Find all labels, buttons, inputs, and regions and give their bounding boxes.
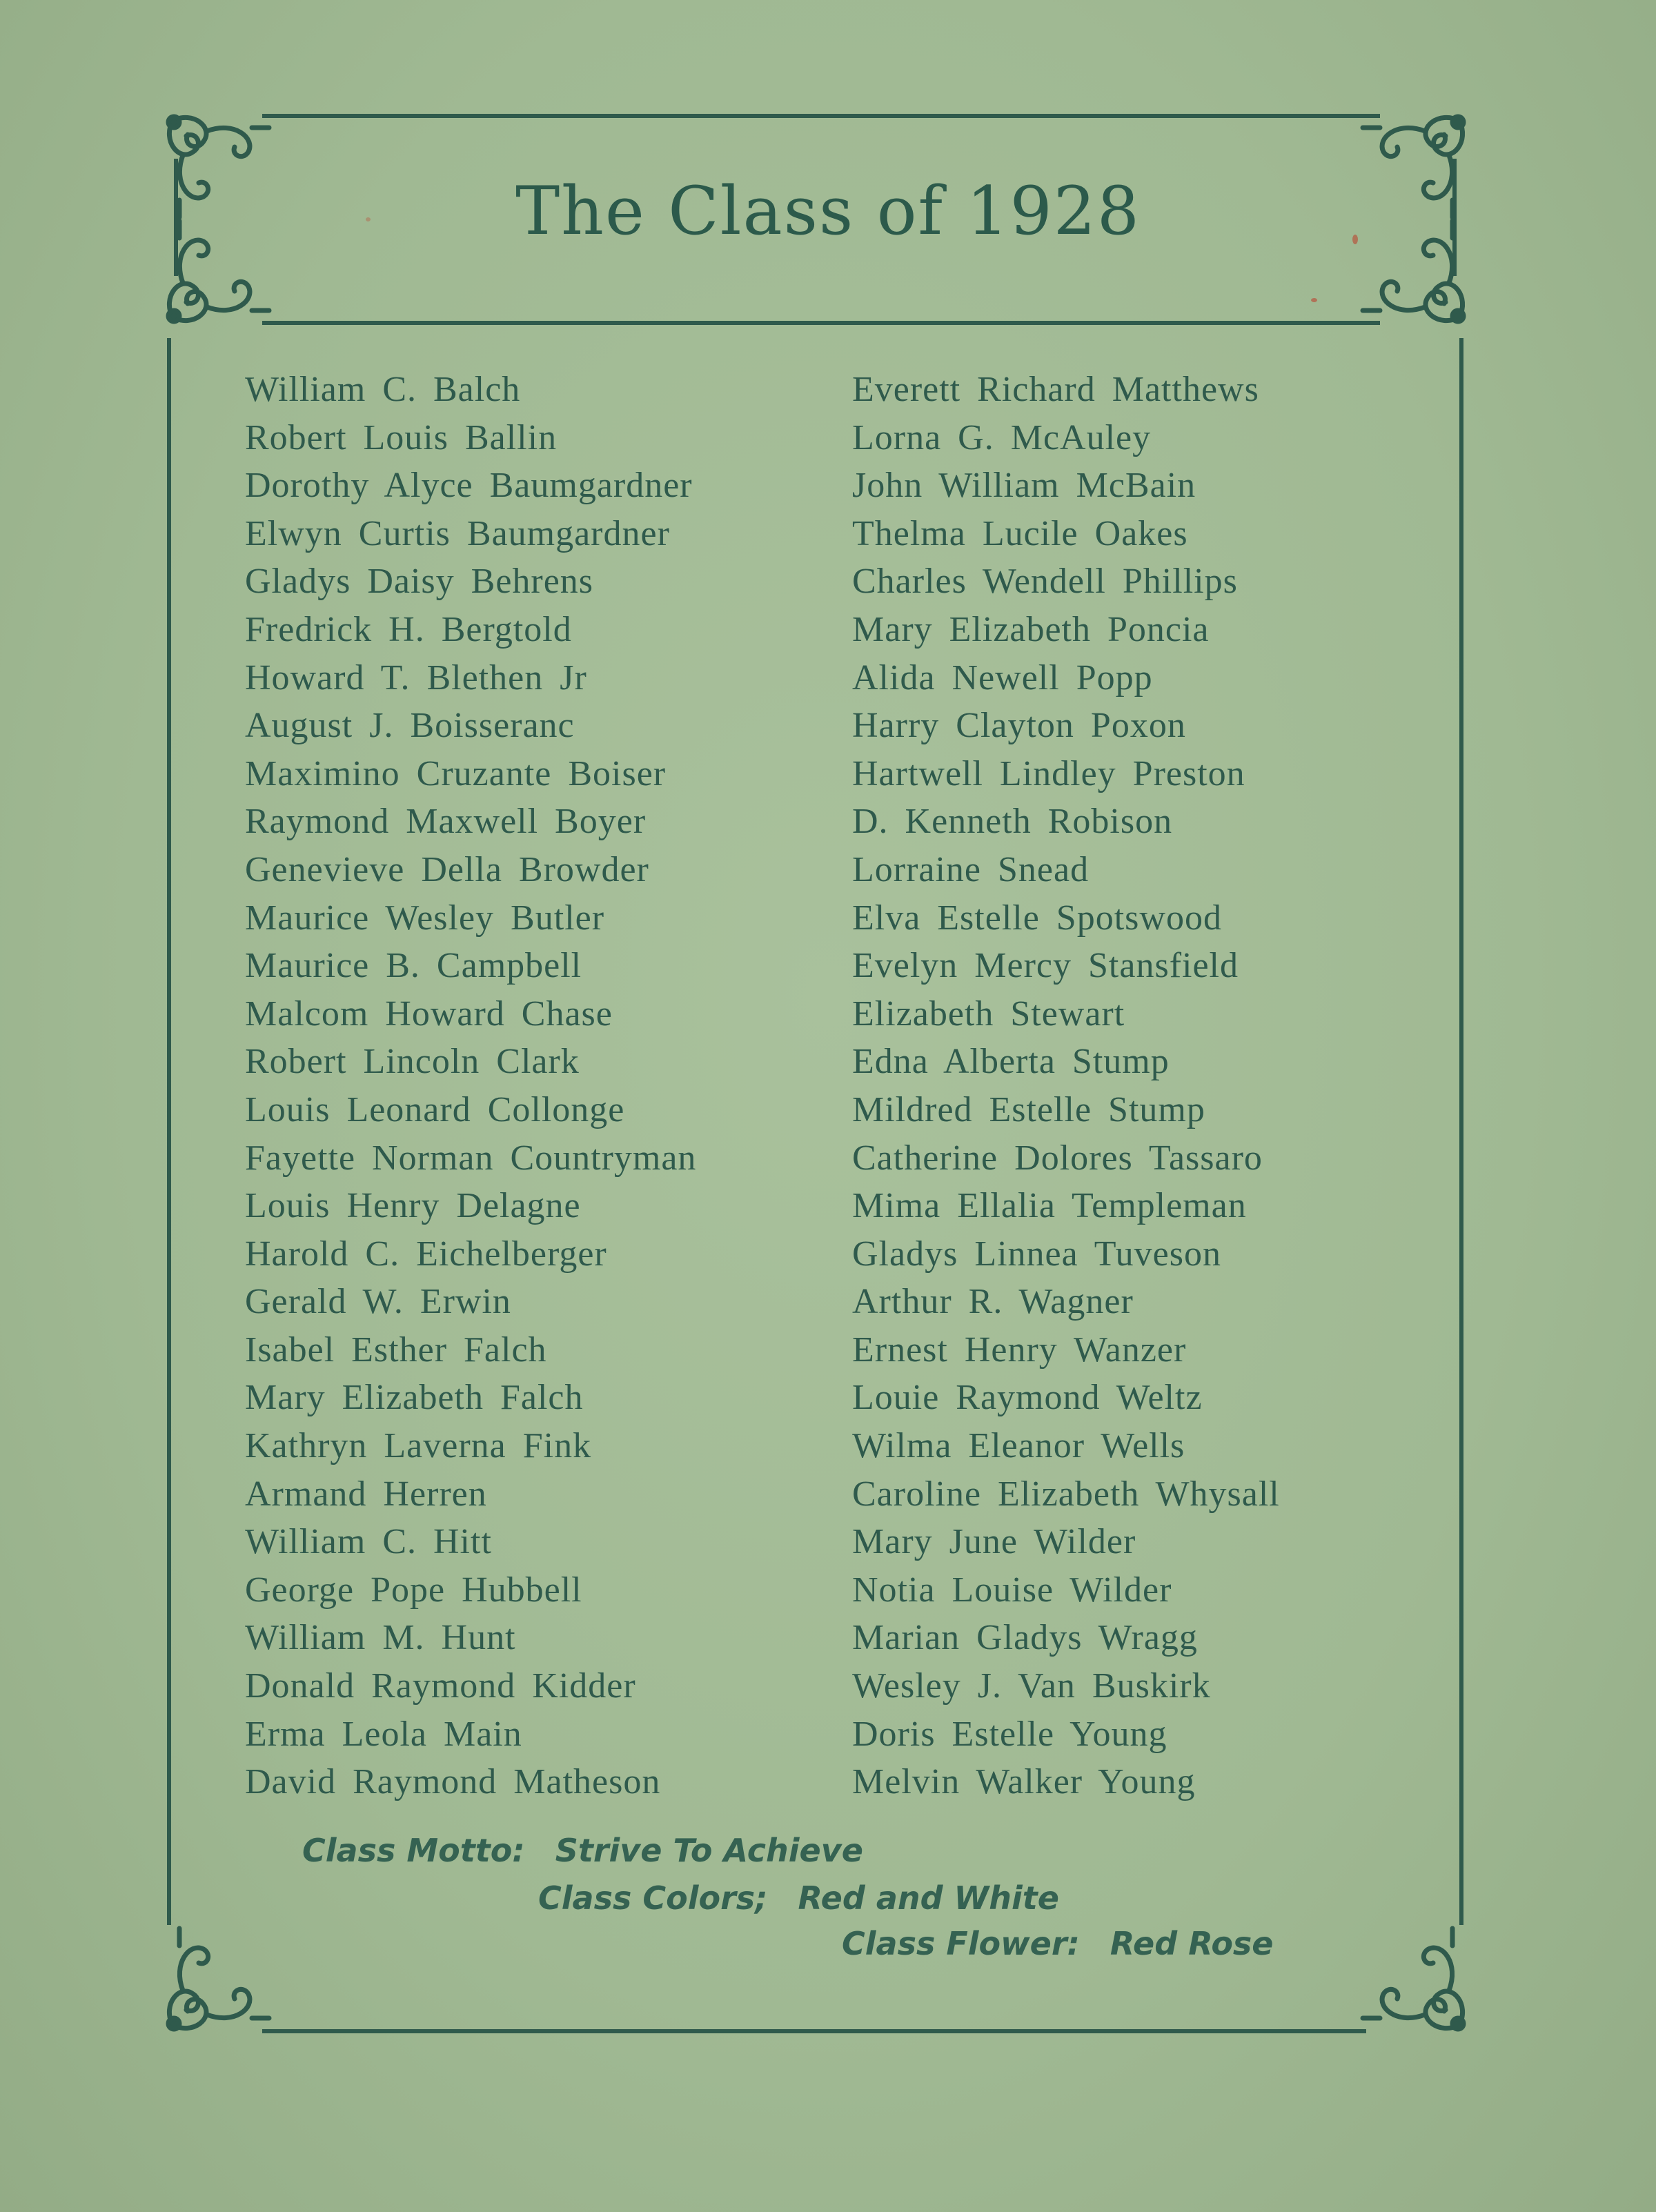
- graduate-name: Robert Lincoln Clark: [245, 1042, 580, 1082]
- graduate-name: Mary Elizabeth Poncia: [852, 609, 1210, 649]
- stain: [1311, 298, 1317, 302]
- graduate-name: Thelma Lucile Oakes: [852, 513, 1188, 553]
- graduate-name: Mary June Wilder: [852, 1522, 1136, 1562]
- scroll-ornament-icon: [168, 1928, 269, 2029]
- graduate-name: August J. Boisseranc: [245, 706, 575, 746]
- page-title: The Class of 1928: [515, 172, 1141, 250]
- graduate-name: William M. Hunt: [245, 1618, 516, 1658]
- graduate-name: Maurice B. Campbell: [245, 946, 582, 986]
- class-motto: [302, 1832, 863, 1869]
- graduate-name: Gladys Linnea Tuveson: [852, 1234, 1221, 1274]
- graduate-name: Melvin Walker Young: [852, 1762, 1196, 1802]
- graduate-name: Notia Louise Wilder: [852, 1570, 1172, 1610]
- graduate-name: Donald Raymond Kidder: [245, 1666, 636, 1706]
- class-motto-label: Class Motto:: [302, 1832, 525, 1869]
- class-flower-label: Class Flower:: [842, 1925, 1080, 1962]
- graduate-name: Maurice Wesley Butler: [245, 898, 605, 938]
- graduate-name: Edna Alberta Stump: [852, 1042, 1170, 1082]
- graduate-name: Wilma Eleanor Wells: [852, 1426, 1185, 1466]
- graduate-name: Kathryn Laverna Fink: [245, 1426, 592, 1466]
- graduate-name: Elva Estelle Spotswood: [852, 898, 1222, 938]
- graduate-name: Malcom Howard Chase: [245, 994, 613, 1034]
- graduate-name: Doris Estelle Young: [852, 1714, 1167, 1754]
- graduate-name: Dorothy Alyce Baumgardner: [245, 466, 693, 506]
- graduate-name: Louie Raymond Weltz: [852, 1378, 1203, 1418]
- graduate-name: Mildred Estelle Stump: [852, 1089, 1205, 1129]
- graduate-name: Isabel Esther Falch: [245, 1330, 547, 1370]
- graduate-name: Charles Wendell Phillips: [852, 562, 1238, 602]
- graduate-name: William C. Balch: [245, 370, 521, 409]
- class-motto-value: Strive To Achieve: [555, 1832, 863, 1869]
- graduate-name: George Pope Hubbell: [245, 1570, 582, 1610]
- graduate-name: John William McBain: [852, 466, 1196, 506]
- graduate-name: Gladys Daisy Behrens: [245, 562, 594, 602]
- class-colors: [538, 1879, 1059, 1917]
- graduate-name: Louis Henry Delagne: [245, 1186, 581, 1226]
- graduate-name: Alida Newell Popp: [852, 658, 1153, 698]
- graduate-name: Louis Leonard Collonge: [245, 1089, 625, 1129]
- graduate-name: Gerald W. Erwin: [245, 1282, 511, 1322]
- graduate-name: Elizabeth Stewart: [852, 994, 1125, 1034]
- graduate-name: Maximino Cruzante Boiser: [245, 753, 667, 793]
- graduate-name: Everett Richard Matthews: [852, 370, 1259, 409]
- graduate-name: Fayette Norman Countryman: [245, 1138, 697, 1178]
- graduate-name: Robert Louis Ballin: [245, 417, 558, 457]
- names-column-left: [245, 366, 852, 1806]
- graduate-name: Erma Leola Main: [245, 1714, 522, 1754]
- graduate-name: Arthur R. Wagner: [852, 1282, 1134, 1322]
- graduate-name: Mima Ellalia Templeman: [852, 1186, 1247, 1226]
- graduate-name: Armand Herren: [245, 1474, 487, 1514]
- graduate-name: Lorraine Snead: [852, 849, 1090, 889]
- scroll-ornament-icon: [1363, 1928, 1463, 2029]
- graduate-name: David Raymond Matheson: [245, 1762, 661, 1802]
- class-colors-label: Class Colors;: [538, 1879, 768, 1917]
- graduate-name: Catherine Dolores Tassaro: [852, 1138, 1263, 1178]
- graduate-name: Marian Gladys Wragg: [852, 1618, 1198, 1658]
- graduate-name: Wesley J. Van Buskirk: [852, 1666, 1211, 1706]
- graduate-name: Lorna G. McAuley: [852, 417, 1152, 457]
- class-colors-value: Red and White: [798, 1879, 1059, 1917]
- graduate-name: Elwyn Curtis Baumgardner: [245, 513, 670, 553]
- class-flower: [842, 1925, 1274, 1962]
- graduate-name: Harry Clayton Poxon: [852, 706, 1186, 746]
- names-column-right: [852, 366, 1418, 1806]
- graduate-name: Genevieve Della Browder: [245, 849, 649, 889]
- graduate-name: Evelyn Mercy Stansfield: [852, 946, 1239, 986]
- graduate-name: D. Kenneth Robison: [852, 802, 1173, 842]
- graduate-name: Mary Elizabeth Falch: [245, 1378, 584, 1418]
- graduate-name: Ernest Henry Wanzer: [852, 1330, 1187, 1370]
- graduate-name: Raymond Maxwell Boyer: [245, 802, 647, 842]
- class-flower-value: Red Rose: [1110, 1925, 1274, 1962]
- graduate-name: Howard T. Blethen Jr: [245, 658, 587, 698]
- graduate-name: Fredrick H. Bergtold: [245, 609, 572, 649]
- graduate-name: Caroline Elizabeth Whysall: [852, 1474, 1280, 1514]
- graduate-name: William C. Hitt: [245, 1522, 492, 1562]
- graduate-name: Hartwell Lindley Preston: [852, 753, 1245, 793]
- graduate-name: Harold C. Eichelberger: [245, 1234, 607, 1274]
